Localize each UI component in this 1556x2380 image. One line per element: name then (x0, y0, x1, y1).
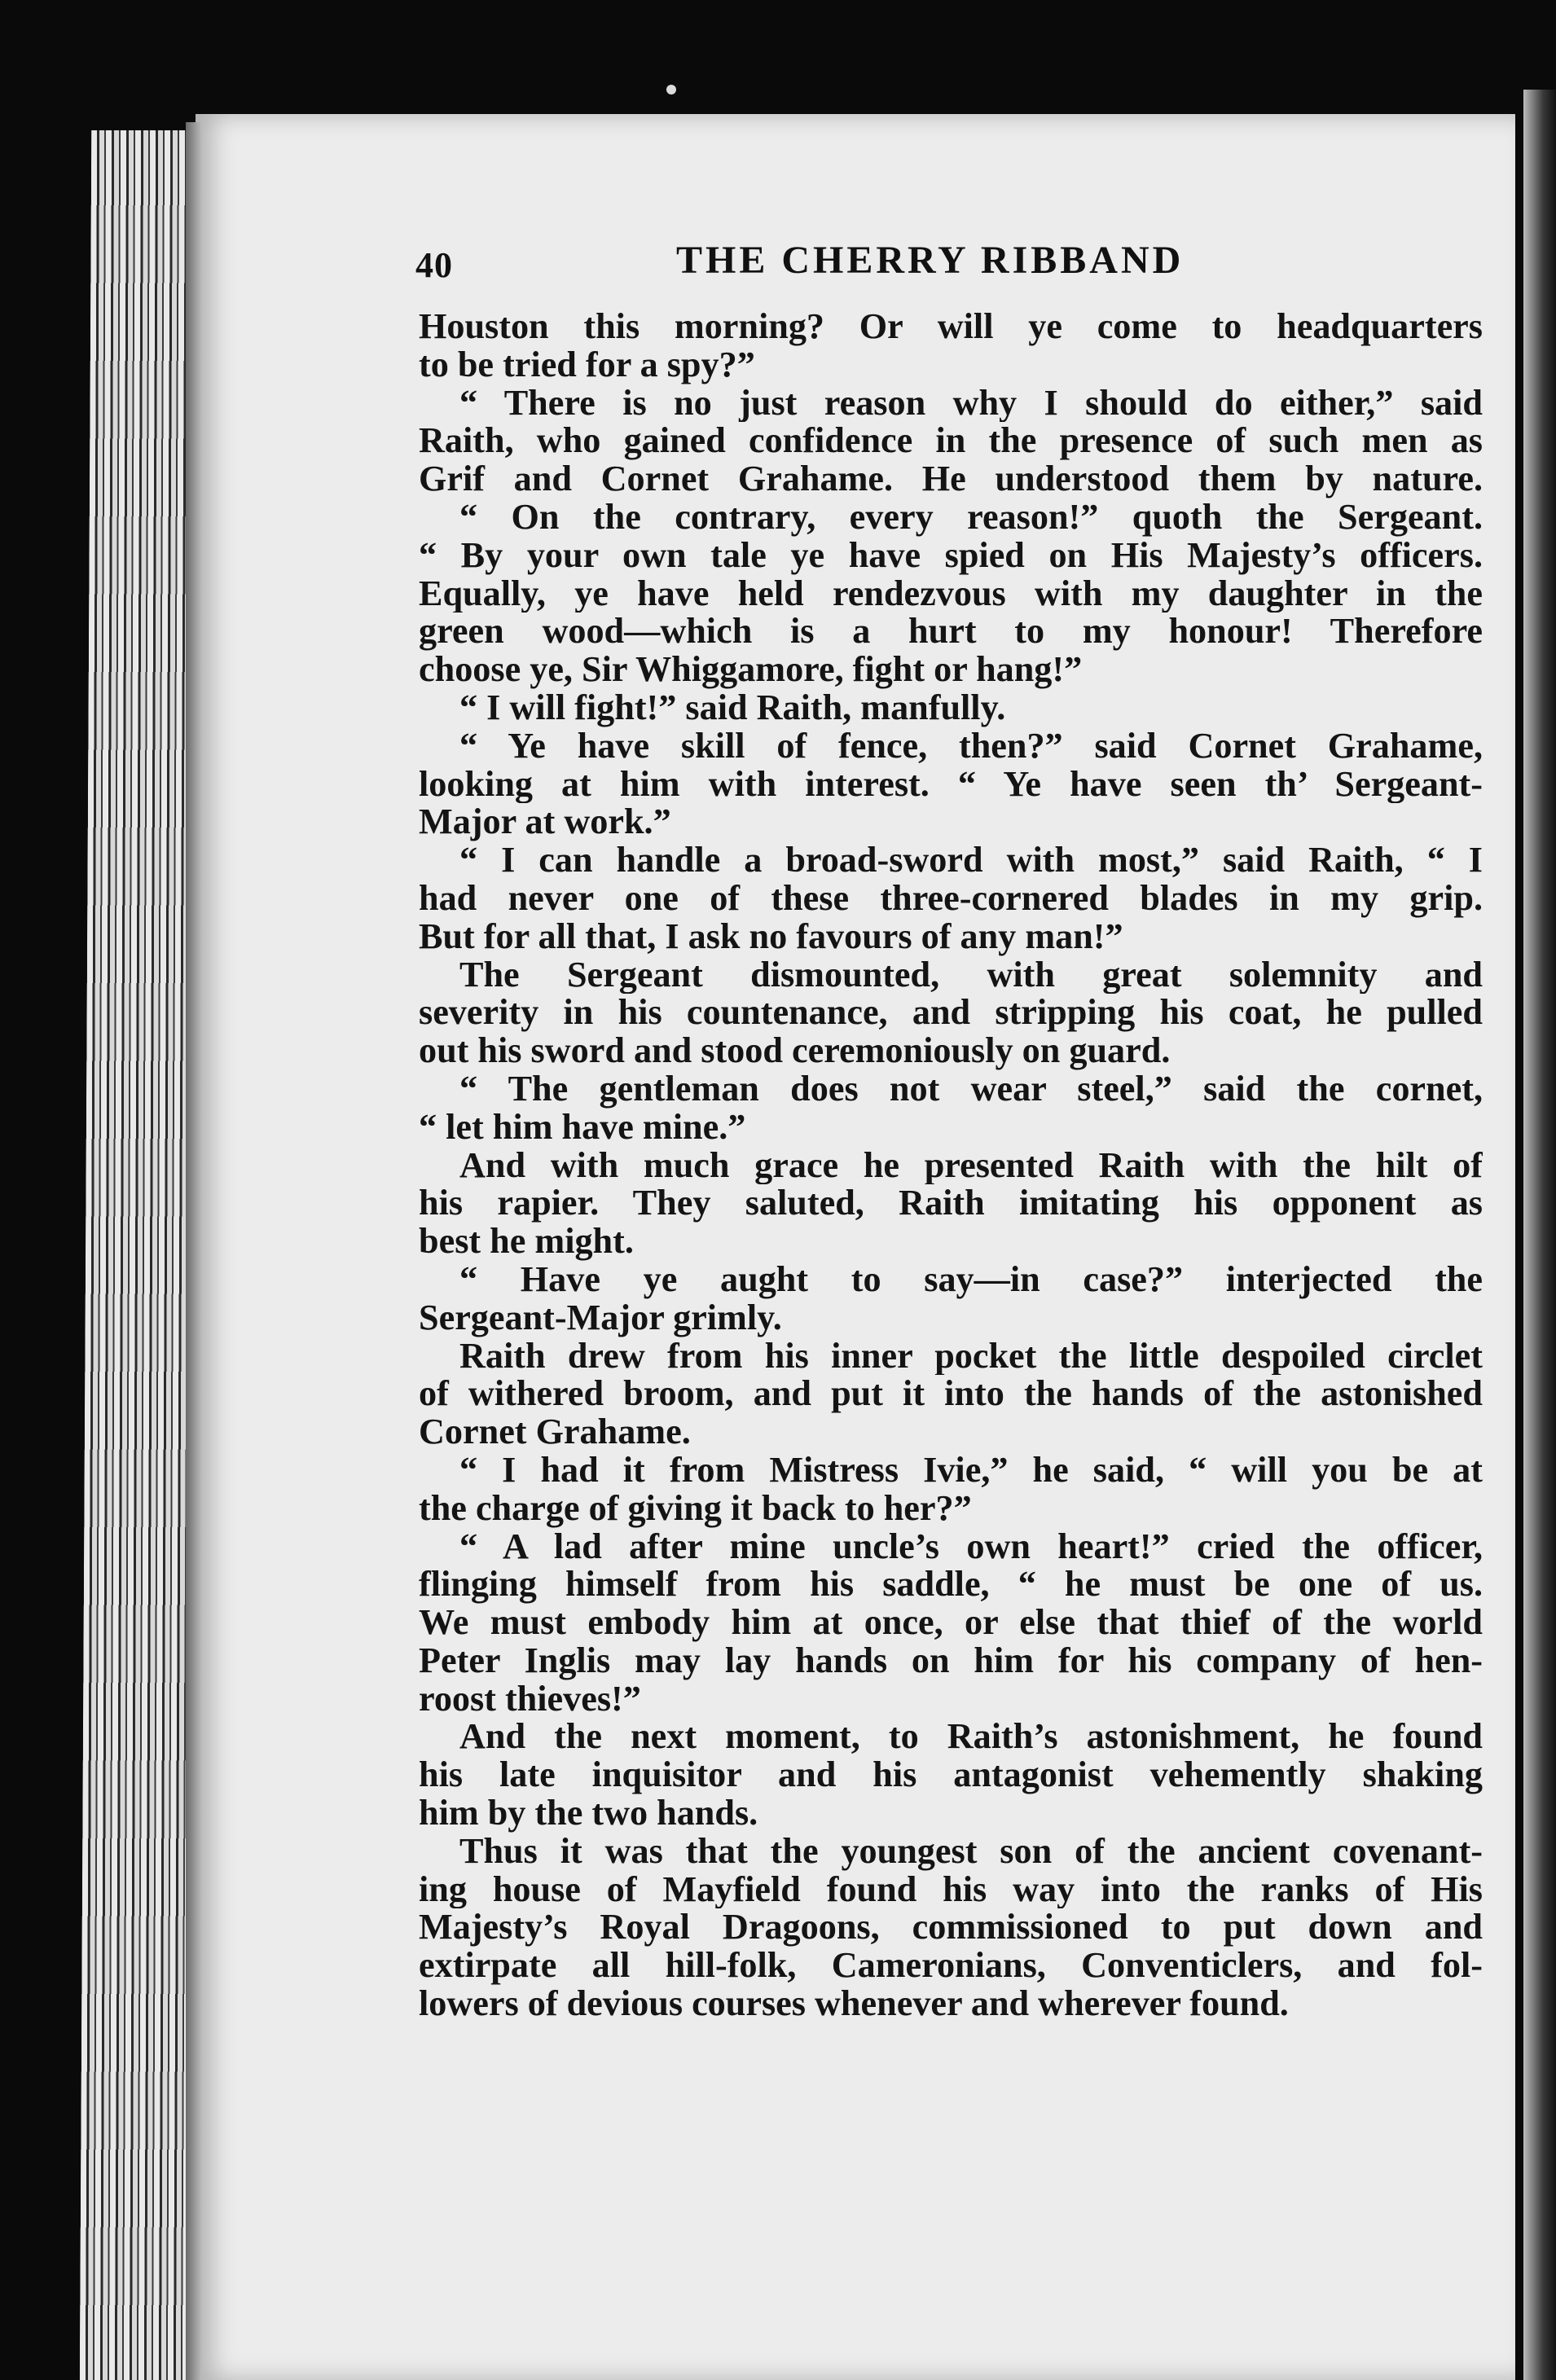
text-line: The Sergeant dismounted, with great solemnity and (459, 955, 1483, 995)
text-line: Cornet Grahame. (419, 1413, 691, 1451)
text-line: “ A lad after mine uncle’s own heart!” cried the officer, (459, 1527, 1483, 1566)
text-line: “ There is no just reason why I should do either,” said (459, 384, 1483, 423)
text-line: his rapier. They saluted, Raith imitating his opponent as (419, 1184, 1483, 1223)
text-line: “ The gentleman does not wear steel,” said the cornet, (459, 1069, 1483, 1109)
text-line: extirpate all hill-folk, Cameronians, Conventiclers, and fol- (419, 1947, 1483, 1986)
text-line: choose ye, Sir Whiggamore, fight or hang!” (419, 651, 1083, 689)
text-line: And the next moment, to Raith’s astonishment, he found (459, 1718, 1483, 1757)
text-line: “ I will fight!” said Raith, manfully. (459, 688, 1006, 727)
text-line: Equally, ye have held rendezvous with my daughter in the (419, 574, 1483, 613)
text-line: Majesty’s Royal Dragoons, commissioned to put down and (419, 1908, 1483, 1947)
running-head-title: THE CHERRY RIBBAND (676, 239, 1185, 282)
right-page-edge (1523, 90, 1556, 2380)
text-line: best he might. (419, 1223, 634, 1261)
text-line: roost thieves!” (419, 1680, 641, 1719)
text-line: flinging himself from his saddle, “ he must be one of us. (419, 1565, 1483, 1605)
body-text (419, 308, 1483, 2023)
text-line: “ Have ye aught to say—in case?” interjected the (459, 1260, 1483, 1299)
text-line: ing house of Mayfield found his way into the ranks of His (419, 1870, 1483, 1909)
text-line: And with much grace he presented Raith with the hilt of (459, 1146, 1483, 1185)
text-line: the charge of giving it back to her?” (419, 1489, 972, 1528)
text-line: out his sword and stood ceremoniously on guard. (419, 1032, 1171, 1070)
text-line: “ I had it from Mistress Ivie,” he said, “ will you be at (459, 1451, 1483, 1490)
text-line: Thus it was that the youngest son of the ancient covenant- (459, 1832, 1483, 1871)
text-line: to be tried for a spy?” (419, 345, 755, 384)
text-line: Raith drew from his inner pocket the little despoiled circlet (459, 1337, 1483, 1376)
text-line: “ On the contrary, every reason!” quoth the Sergeant. (459, 498, 1483, 537)
dust-speck (666, 85, 676, 94)
text-line: of withered broom, and put it into the hands of the astonished (419, 1375, 1483, 1414)
text-line: “ Ye have skill of fence, then?” said Cornet Grahame, (459, 727, 1483, 766)
text-line: “ I can handle a broad-sword with most,” said Raith, “ I (459, 841, 1483, 880)
text-line: Major at work.” (419, 803, 671, 842)
text-line: severity in his countenance, and stripping his coat, he pulled (419, 994, 1483, 1033)
text-line: “ let him have mine.” (419, 1108, 746, 1147)
text-line: Grif and Cornet Grahame. He understood them by nature. (419, 460, 1483, 498)
text-line: But for all that, I ask no favours of any man!” (419, 917, 1123, 956)
text-line: Raith, who gained confidence in the presence of such men as (419, 422, 1483, 461)
text-line: his late inquisitor and his antagonist vehemently shaking (419, 1756, 1483, 1795)
text-line: him by the two hands. (419, 1794, 758, 1833)
text-line: had never one of these three-cornered blades in my grip. (419, 879, 1483, 918)
text-line: lowers of devious courses whenever and wherever found. (419, 1985, 1289, 2023)
page-header (415, 238, 1483, 287)
text-line: We must embody him at once, or else that thief of the world (419, 1604, 1483, 1642)
gutter-shadow (186, 122, 202, 2380)
text-line: green wood—which is a hurt to my honour! Therefore (419, 613, 1483, 652)
text-line: Houston this morning? Or will ye come to headquarters (419, 308, 1483, 346)
text-line: Peter Inglis may lay hands on him for his company of hen- (419, 1641, 1483, 1680)
text-line: Sergeant-Major grimly. (419, 1298, 782, 1337)
page-number: 40 (415, 245, 453, 285)
text-line: “ By your own tale ye have spied on His Majesty’s officers. (419, 536, 1483, 575)
text-line: looking at him with interest. “ Ye have seen th’ Sergeant- (419, 765, 1483, 804)
